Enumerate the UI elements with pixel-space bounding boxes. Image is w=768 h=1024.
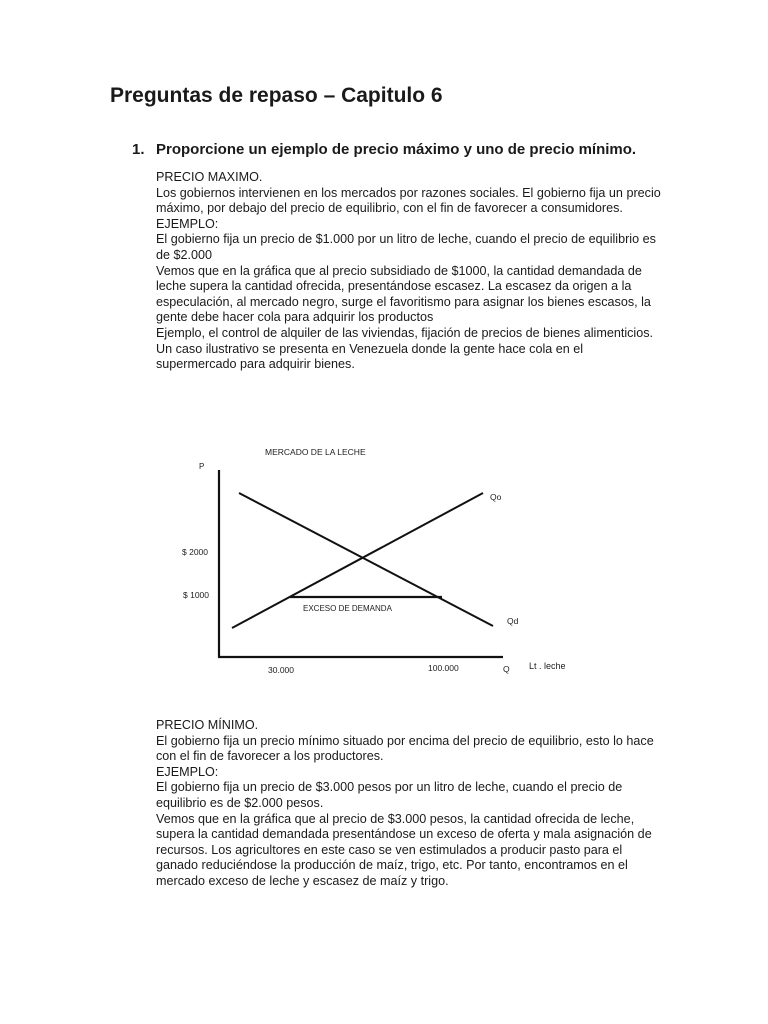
question-heading [132, 141, 636, 158]
page-title: Preguntas de repaso – Capitulo 6 [110, 84, 443, 107]
y-tick-label: $ 1000 [183, 590, 209, 600]
x-unit-label: Lt . leche [529, 661, 566, 671]
y-axis-label: P [199, 462, 205, 471]
paragraph: Ejemplo, el control de alquiler de las viviendas, fijación de precios de bienes alimenticios. Un caso ilustrativo se presenta en Venezuela donde la gente hace cola en el supermercado para adquirir bienes. [156, 325, 654, 372]
paragraph: Vemos que en la gráfica que al precio de $3.000 pesos, la cantidad ofrecida de leche, supera la cantidad demandada presentándose un exceso de oferta y mala asignación de recursos. Los agricultores en este caso se ven estimulados a producir pasto para el ganado reduciéndose la producción de maíz, trigo, etc. Por tanto, encontramos en el mercado exceso de leche y escasez de maíz y trigo. [156, 811, 652, 888]
precio-minimo-section [156, 718, 661, 890]
paragraph: El gobierno fija un precio mínimo situado por encima del precio de equilibrio, esto lo hace con el fin de favorecer a los productores. [156, 733, 654, 764]
paragraph: El gobierno fija un precio de $1.000 por un litro de leche, cuando el precio de equilibrio es de $2.000 [156, 232, 656, 262]
x-tick-label: 100.000 [428, 663, 459, 673]
precio-maximo-heading: PRECIO MAXIMO. [156, 170, 263, 184]
market-chart [170, 438, 590, 683]
precio-maximo-section [156, 170, 661, 373]
excess-demand-annotation: EXCESO DE DEMANDA [303, 604, 392, 613]
supply-label: Qo [490, 492, 502, 502]
ejemplo-label: EJEMPLO: [156, 216, 219, 231]
paragraph: El gobierno fija un precio de $3.000 pesos por un litro de leche, cuando el precio de equilibrio es de $2.000 pesos. [156, 780, 623, 810]
demand-label: Qd [507, 616, 519, 626]
precio-minimo-heading: PRECIO MÍNIMO. [156, 718, 259, 732]
x-tick-label: 30.000 [268, 665, 294, 675]
paragraph: Vemos que en la gráfica que al precio subsidiado de $1000, la cantidad demandada de leche supera la cantidad ofrecida, presentándose escasez. La escasez da origen a la especulación, al mercado negro, surge el favoritismo para asignar los bienes escasos, la gente debe hacer cola para adquirir los productos [156, 263, 651, 325]
chart-title: MERCADO DE LA LECHE [265, 447, 366, 457]
y-tick-label: $ 2000 [182, 547, 208, 557]
question-text: Proporcione un ejemplo de precio máximo y uno de precio mínimo. [156, 141, 637, 158]
question-number: 1. [132, 141, 145, 158]
ejemplo-label: EJEMPLO: [156, 764, 219, 779]
paragraph: Los gobiernos intervienen en los mercados por razones sociales. El gobierno fija un precio máximo, por debajo del precio de equilibrio, con el fin de favorecer a consumidores. [156, 185, 661, 216]
x-axis-label: Q [503, 664, 510, 674]
